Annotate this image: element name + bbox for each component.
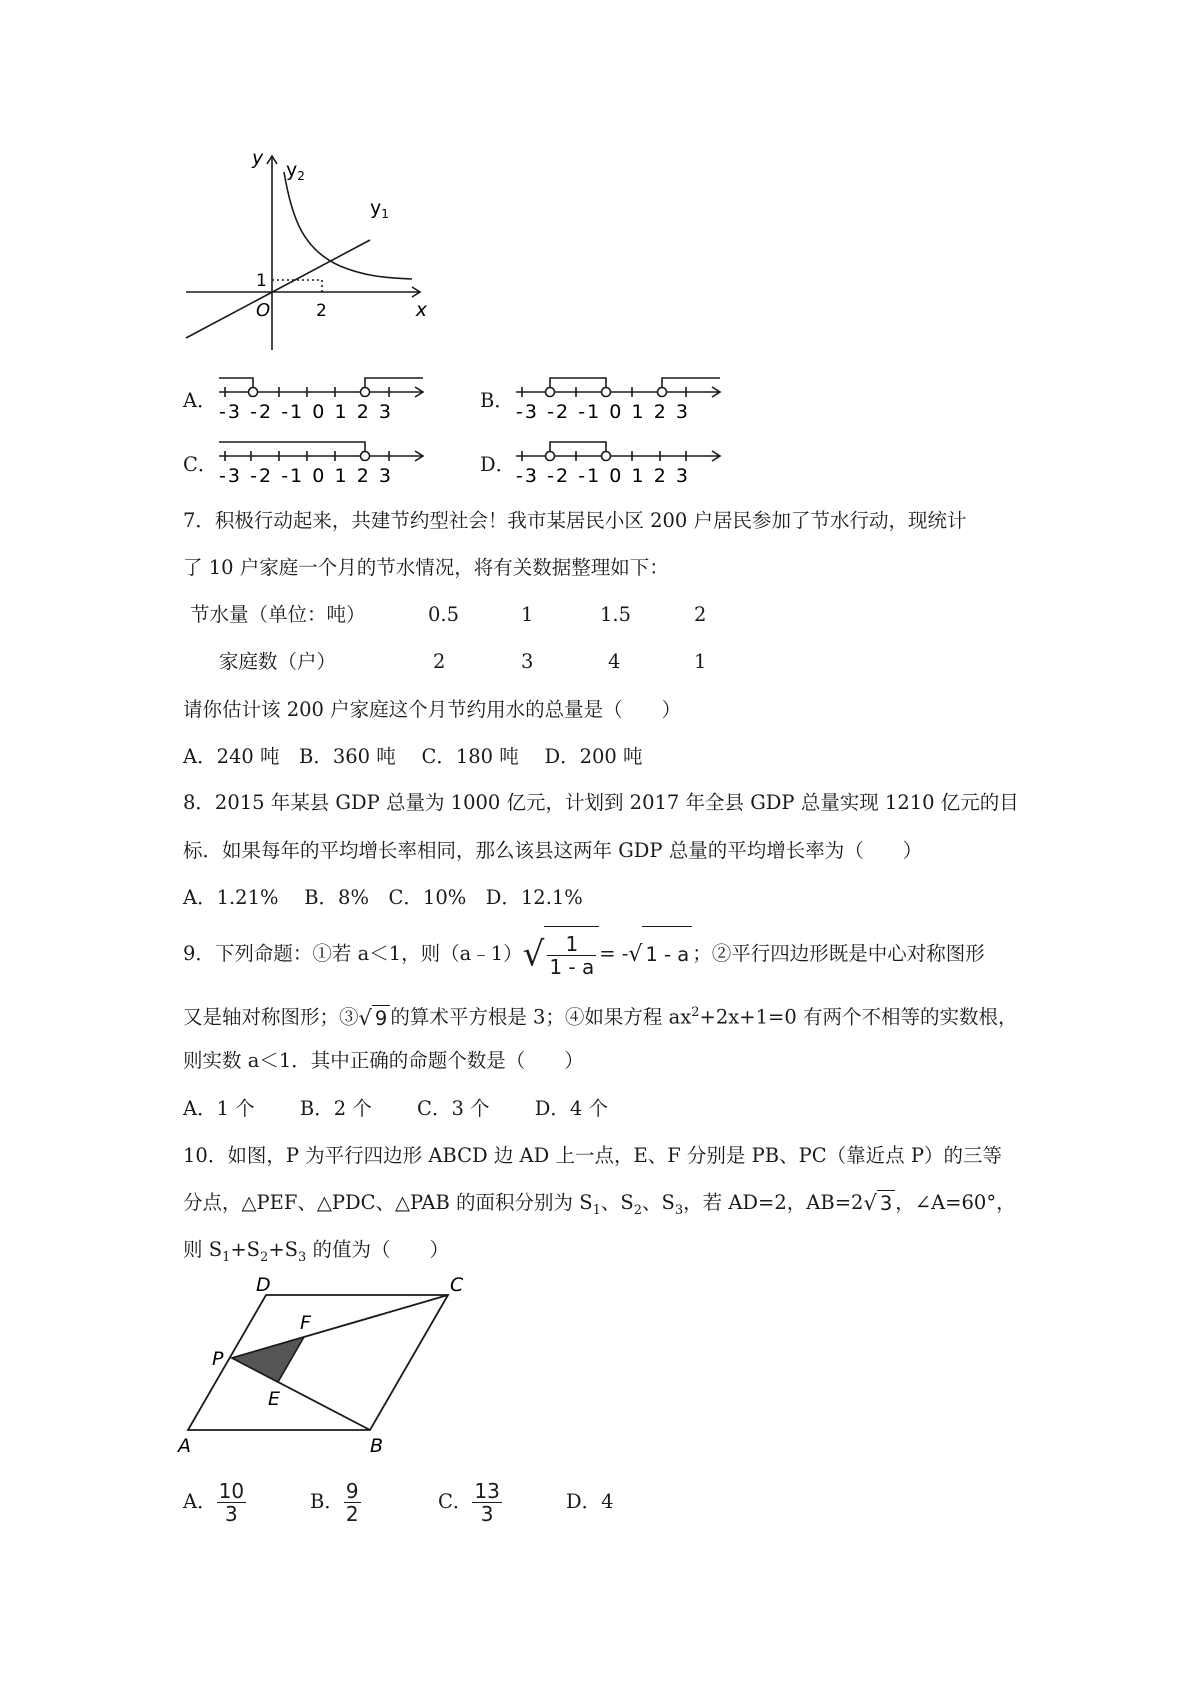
q9-options[interactable]: A．1 个 B．2 个 C．3 个 D．4 个 bbox=[183, 1097, 608, 1120]
q10-line-2: 分点，△PEF、△PDC、△PAB 的面积分别为 $S_1$、$S_2$、$S_3$，若 AD=2，AB=2√ 3 ，∠A=60°， bbox=[183, 1191, 1016, 1218]
q9-line-2: 又是轴对称图形；③√ 9 的算术平方根是 3；④如果方程 $ax^2+2x+1=0$ 有两个不相等的实数根， bbox=[183, 1005, 1018, 1030]
q10-option-b[interactable]: B． $\frac{9}{2}$ bbox=[310, 1479, 359, 1526]
table-row1-val-4: 2 bbox=[694, 603, 707, 626]
option-c-number-line[interactable] bbox=[215, 434, 430, 494]
q10-line-1: 10．如图，P 为平行四边形 ABCD 边 AD 上一点，E、F 分别是 PB、PC（靠近点 P）的三等 bbox=[183, 1144, 1002, 1167]
q9-line-3: 则实数 a＜1．其中正确的命题个数是（ ） bbox=[183, 1049, 584, 1072]
q8-options[interactable]: A．1.21% B．8% C．10% D．12.1% bbox=[183, 886, 583, 909]
x-tick-label: 2 bbox=[316, 301, 327, 321]
table-row2-head: 家庭数（户） bbox=[219, 650, 337, 673]
y-tick-label: 1 bbox=[256, 271, 267, 291]
table-row1-head: 节水量（单位：吨） bbox=[190, 603, 366, 626]
q8-line-1: 8．2015 年某县 GDP 总量为 1000 亿元，计划到 2017 年全县 GDP 总量实现 1210 亿元的目 bbox=[183, 791, 1019, 814]
option-d-ticks: -3 -2 -1 0 1 2 3 bbox=[516, 465, 688, 487]
q7-line-1: 7．积极行动起来，共建节约型社会！我市某居民小区 200 户居民参加了节水行动，现统计 bbox=[183, 509, 967, 532]
option-a-ticks: -3 -2 -1 0 1 2 3 bbox=[219, 401, 391, 423]
option-a-label[interactable]: A． bbox=[183, 389, 217, 412]
option-a-number-line[interactable] bbox=[215, 370, 430, 430]
option-b-ticks: -3 -2 -1 0 1 2 3 bbox=[516, 401, 688, 423]
equals-minus: = - bbox=[599, 942, 629, 965]
sqrt-1-minus-a: √ 1 - a bbox=[628, 926, 692, 983]
sqrt-9: √ 9 bbox=[359, 1005, 391, 1032]
point-f: F bbox=[300, 1312, 311, 1334]
q10-line-3: 则 $S_1+S_2+S_3$ 的值为（ ） bbox=[183, 1238, 450, 1265]
q9-line-1 bbox=[183, 926, 985, 982]
y1-label: $y_1$ bbox=[370, 197, 389, 221]
sqrt-3: √ 3 bbox=[863, 1190, 895, 1217]
table-row1-val-3: 1.5 bbox=[600, 603, 632, 626]
table-row1-val-2: 1 bbox=[521, 603, 534, 626]
vertex-b: B bbox=[370, 1435, 384, 1457]
option-d-label[interactable]: D． bbox=[480, 453, 516, 476]
option-b-label[interactable]: B． bbox=[480, 389, 514, 412]
curve-y2 bbox=[284, 172, 412, 279]
table-row2-val-4: 1 bbox=[694, 650, 707, 673]
vertex-a: A bbox=[178, 1435, 191, 1457]
vertex-c: C bbox=[450, 1274, 464, 1296]
q9-line-1-end: ；②平行四边形既是中心对称图形 bbox=[692, 942, 985, 965]
origin-label: O bbox=[256, 300, 271, 321]
function-graph bbox=[180, 147, 430, 350]
triangle-pef bbox=[232, 1337, 304, 1382]
q9-line-1-start: 9．下列命题：①若 a＜1，则（a﹣1） bbox=[183, 942, 523, 965]
table-row2-val-2: 3 bbox=[521, 650, 534, 673]
line-y1 bbox=[186, 240, 370, 338]
parallelogram-figure bbox=[180, 1275, 480, 1455]
sqrt-fraction: √ $\frac{1}{1 - a}$ bbox=[523, 926, 600, 983]
q10-option-a[interactable]: A． $\frac{10}{3}$ bbox=[183, 1479, 245, 1526]
table-row2-val-3: 4 bbox=[608, 650, 621, 673]
q7-options[interactable]: A．240 吨 B．360 吨 C．180 吨 D．200 吨 bbox=[183, 745, 643, 768]
q8-line-2: 标．如果每年的平均增长率相同，那么该县这两年 GDP 总量的平均增长率为（ ） bbox=[183, 839, 923, 862]
point-p: P bbox=[212, 1348, 224, 1370]
x-axis-label: x bbox=[415, 299, 427, 321]
q10-option-d[interactable]: D．4 bbox=[566, 1490, 614, 1513]
q7-line-2: 了 10 户家庭一个月的节水情况，将有关数据整理如下： bbox=[183, 556, 669, 579]
y2-label: $y_2$ bbox=[286, 159, 305, 183]
y-axis-label: y bbox=[252, 147, 264, 169]
q10-option-c[interactable]: C． $\frac{13}{3}$ bbox=[438, 1479, 500, 1526]
option-c-label[interactable]: C． bbox=[183, 453, 218, 476]
table-row1-val-1: 0.5 bbox=[428, 603, 460, 626]
vertex-d: D bbox=[256, 1274, 271, 1296]
option-d-number-line[interactable] bbox=[512, 434, 727, 494]
table-row2-val-1: 2 bbox=[433, 650, 446, 673]
point-e: E bbox=[268, 1388, 281, 1410]
option-c-ticks: -3 -2 -1 0 1 2 3 bbox=[219, 465, 391, 487]
parallelogram-abcd bbox=[188, 1295, 448, 1430]
option-b-number-line[interactable] bbox=[512, 370, 727, 430]
q7-question: 请你估计该 200 户家庭这个月节约用水的总量是（ ） bbox=[183, 698, 682, 721]
